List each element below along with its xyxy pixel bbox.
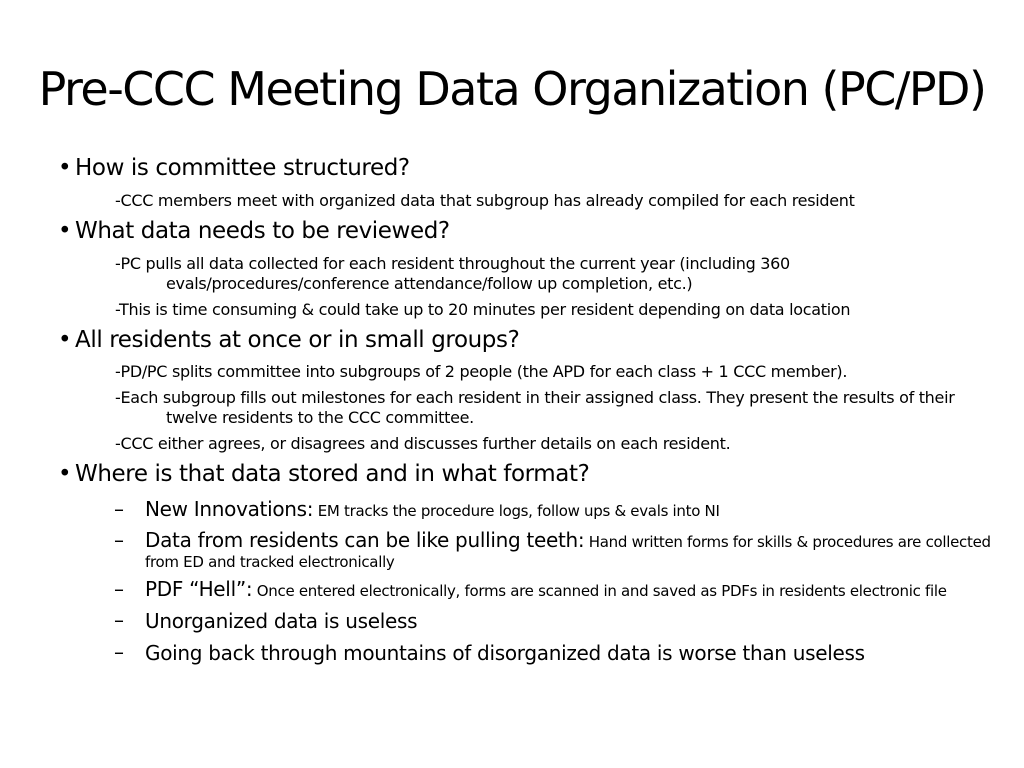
bullet-item — [58, 154, 1008, 183]
dash-icon: – — [114, 497, 124, 521]
dash-icon: – — [114, 577, 124, 602]
bullet-text: How is committee structured? — [75, 155, 410, 181]
dash-item — [114, 608, 1008, 634]
bullet-text: All residents at once or in small groups? — [75, 326, 520, 353]
bullet-item — [58, 460, 1008, 489]
dash-item — [114, 640, 1008, 666]
sub-item: -Each subgroup fills out milestones for each resident in their assigned class. They present the results of their twelve residents to the CCC committee. — [115, 388, 955, 428]
dash-item-body — [145, 577, 947, 602]
slide-title: Pre-CCC Meeting Data Organization (PC/PD) — [38, 62, 986, 116]
sub-item: -This is time consuming & could take up to 20 minutes per resident depending on data location — [115, 299, 851, 319]
bullet-item — [58, 326, 1008, 355]
dash-item-body — [145, 497, 720, 522]
dash-item-lead: PDF “Hell”: — [145, 577, 253, 602]
dash-item-detail: EM tracks the procedure logs, follow ups & evals into NI — [313, 502, 720, 520]
dash-item-lead: Unorganized data is useless — [145, 609, 418, 634]
bullet-text: Where is that data stored and in what format? — [75, 461, 590, 488]
dash-icon: – — [114, 640, 124, 665]
slide-content — [58, 154, 1008, 672]
dash-item-lead: New Innovations: — [145, 497, 314, 521]
bullet-icon: • — [58, 326, 72, 353]
sub-item: -PD/PC splits committee into subgroups of 2 people (the APD for each class + 1 CCC member). — [115, 362, 848, 382]
bullet-icon: • — [58, 155, 72, 181]
sub-item: -PC pulls all data collected for each resident throughout the current year (including 360 evals/procedures/conference attendance/follow up completion, etc.) — [115, 253, 790, 293]
bullet-icon: • — [58, 217, 72, 244]
dash-icon: – — [114, 608, 124, 633]
dash-item-body — [145, 528, 1008, 571]
bullet-text: What data needs to be reviewed? — [75, 217, 450, 244]
dash-item-detail: Once entered electronically, forms are scanned in and saved as PDFs in residents electronic file — [252, 582, 947, 601]
bullet-item — [58, 217, 1008, 246]
dash-item — [114, 577, 1008, 602]
dash-item-detail: Hand written forms for skills & procedures are collected from ED and tracked electronically — [145, 533, 991, 571]
dash-icon: – — [114, 528, 124, 552]
dash-item — [114, 528, 1008, 571]
dash-item-lead: Data from residents can be like pulling teeth: — [145, 528, 585, 552]
dash-item-lead: Going back through mountains of disorganized data is worse than useless — [145, 641, 865, 666]
dash-item — [114, 497, 1008, 522]
sub-item: -CCC either agrees, or disagrees and discusses further details on each resident. — [115, 434, 731, 454]
sub-item: -CCC members meet with organized data that subgroup has already compiled for each resident — [115, 190, 855, 210]
bullet-icon: • — [58, 461, 72, 488]
